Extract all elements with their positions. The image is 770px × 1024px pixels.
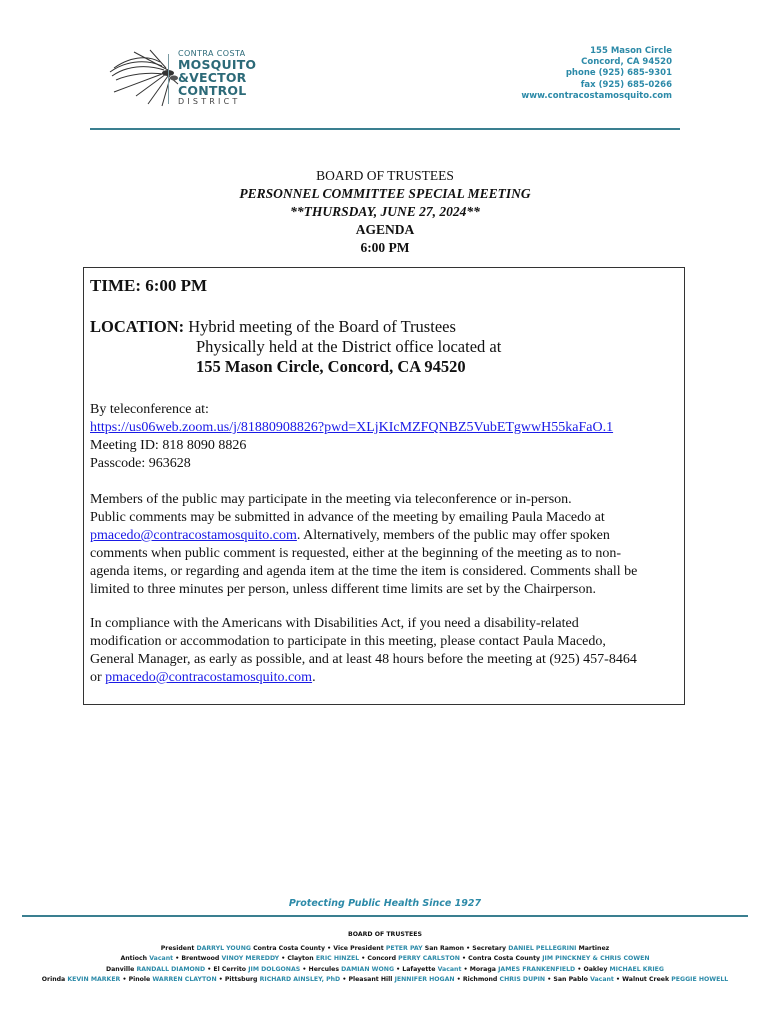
location-line: Hybrid meeting of the Board of Trustees bbox=[184, 317, 456, 336]
header-divider bbox=[90, 128, 680, 130]
trustee-name: DANIEL PELLEGRINI bbox=[508, 945, 577, 952]
trustee-location: • Brentwood bbox=[173, 955, 222, 963]
trustee-location: Orinda bbox=[41, 976, 68, 984]
trustee-name: PEGGIE HOWELL bbox=[671, 976, 729, 984]
address-line: 155 Mason Circle bbox=[590, 46, 672, 56]
logo-line: CONTRA COSTA bbox=[178, 49, 246, 58]
paragraph-line: General Manager, as early as possible, and at least 48 hours before the meeting at (925) 457-8464 bbox=[90, 652, 637, 667]
trustee-location: Contra Costa County • Vice President bbox=[250, 945, 386, 952]
trustee-location: • El Cerrito bbox=[205, 965, 249, 973]
agenda-label: AGENDA bbox=[355, 222, 415, 237]
trustee-name: JIM PINCKNEY & CHRIS COWEN bbox=[542, 955, 650, 963]
meeting-date: **THURSDAY, JUNE 27, 2024** bbox=[290, 204, 480, 219]
trustee-name: VINOY MEREDDY bbox=[221, 955, 280, 963]
trustee-location: • Pinole bbox=[120, 976, 153, 984]
paragraph-line: agenda items, or regarding and agenda item at the time the item is considered. Comments shall be bbox=[90, 564, 638, 579]
trustee-location: • Concord bbox=[359, 955, 399, 963]
passcode: Passcode: 963628 bbox=[90, 456, 191, 471]
paragraph-line: Members of the public may participate in the meeting via teleconference or in-person. bbox=[90, 492, 572, 507]
trustee-location: • Contra Costa County bbox=[459, 955, 543, 963]
paragraph-line: In compliance with the Americans with Disabilities Act, if you need a disability-related bbox=[90, 616, 579, 631]
trustee-name: PERRY CARLSTON bbox=[398, 955, 460, 963]
location-label: LOCATION: bbox=[90, 317, 185, 336]
time-line: TIME: 6:00 PM bbox=[90, 276, 208, 295]
meeting-id: Meeting ID: 818 8090 8826 bbox=[90, 438, 247, 453]
location-line: Physically held at the District office located at bbox=[196, 337, 502, 356]
roster-line bbox=[0, 944, 770, 954]
trustee-name: DAMIAN WONG bbox=[341, 965, 395, 973]
trustee-location: • Moraga bbox=[461, 965, 499, 973]
city-line: Concord, CA 94520 bbox=[581, 57, 672, 68]
logo-line: CONTROL bbox=[178, 83, 247, 98]
footer-divider bbox=[22, 915, 748, 917]
location-address: 155 Mason Circle, Concord, CA 94520 bbox=[196, 357, 466, 376]
fax-line: fax (925) 685-0266 bbox=[580, 79, 672, 90]
zoom-link[interactable]: https://us06web.zoom.us/j/81880908826?pwd=XLjKIcMZFQNBZ5VubETgwwH55kaFaO.1 bbox=[90, 420, 614, 435]
trustee-name: Vacant bbox=[437, 965, 462, 973]
trustee-location: • Pittsburg bbox=[216, 976, 260, 984]
teleconference-intro: By teleconference at: bbox=[90, 402, 209, 417]
meeting-title: PERSONNEL COMMITTEE SPECIAL MEETING bbox=[239, 186, 531, 201]
logo-line: &VECTOR bbox=[178, 70, 247, 85]
trustee-name: KEVIN MARKER bbox=[67, 976, 121, 984]
trustee-roster bbox=[0, 944, 770, 986]
paragraph-line: modification or accommodation to participate in this meeting, please contact Paula Macedo, bbox=[90, 634, 606, 649]
trustee-location: • Hercules bbox=[300, 965, 342, 973]
trustee-name: RANDALL DIAMOND bbox=[136, 965, 206, 973]
paragraph-line: comments when public comment is requested, either at the beginning of the meeting as to non- bbox=[90, 546, 622, 561]
trustee-name: RICHARD AINSLEY, PhD bbox=[259, 976, 341, 984]
logo-line: MOSQUITO bbox=[178, 57, 257, 72]
trustee-location: • Walnut Creek bbox=[613, 976, 672, 984]
trustee-location: San Ramon • Secretary bbox=[422, 945, 509, 952]
trustee-location: • Oakley bbox=[575, 965, 610, 973]
logo-divider bbox=[168, 54, 169, 104]
paragraph-line: . Alternatively, members of the public may offer spoken bbox=[296, 528, 610, 543]
website-link[interactable]: www.contracostamosquito.com bbox=[521, 90, 672, 101]
tagline: Protecting Public Health Since 1927 bbox=[288, 898, 482, 909]
email-link[interactable]: pmacedo@contracostamosquito.com bbox=[105, 670, 313, 685]
trustee-name: JENNIFER HOGAN bbox=[394, 976, 455, 984]
paragraph-end: . bbox=[312, 670, 316, 685]
contact-block bbox=[521, 46, 672, 102]
public-comment-paragraph bbox=[90, 491, 682, 599]
phone-line: phone (925) 685-9301 bbox=[565, 68, 672, 79]
paragraph-line: or bbox=[90, 670, 106, 685]
roster-line bbox=[0, 975, 770, 985]
ada-paragraph bbox=[90, 615, 682, 687]
trustee-location: • San Pablo bbox=[545, 976, 591, 984]
district-logo-text bbox=[178, 50, 256, 106]
trustee-location: • Lafayette bbox=[394, 965, 438, 973]
trustee-location: • Pleasant Hill bbox=[340, 976, 395, 984]
trustee-name: Vacant bbox=[149, 955, 174, 963]
paragraph-line: limited to three minutes per person, unless different time limits are set by the Chairperson. bbox=[90, 582, 596, 597]
trustee-name: MICHAEL KRIEG bbox=[609, 965, 664, 973]
meeting-time: 6:00 PM bbox=[360, 240, 410, 255]
trustee-name: WARREN CLAYTON bbox=[152, 976, 217, 984]
trustee-name: JIM DOLGONAS bbox=[248, 965, 301, 973]
trustee-location: Antioch bbox=[120, 955, 150, 963]
paragraph-line: Public comments may be submitted in advance of the meeting by emailing Paula Macedo at bbox=[90, 510, 605, 525]
teleconference-block bbox=[90, 401, 682, 473]
location-block bbox=[90, 317, 682, 377]
trustee-location: President bbox=[160, 945, 197, 952]
trustee-location: Martinez bbox=[576, 945, 610, 952]
roster-line bbox=[0, 965, 770, 975]
trustee-name: CHRIS DUPIN bbox=[499, 976, 546, 984]
trustee-name: Vacant bbox=[590, 976, 614, 984]
trustee-location: Danville bbox=[106, 965, 137, 973]
trustee-name: PETER PAY bbox=[385, 945, 423, 952]
board-title: BOARD OF TRUSTEES bbox=[316, 168, 454, 183]
email-link[interactable]: pmacedo@contracostamosquito.com bbox=[90, 528, 297, 543]
logo-line: DISTRICT bbox=[178, 97, 241, 106]
footer-board-heading: BOARD OF TRUSTEES bbox=[348, 931, 422, 938]
agenda-heading bbox=[0, 167, 770, 257]
trustee-name: ERIC HINZEL bbox=[315, 955, 360, 963]
trustee-name: DARRYL YOUNG bbox=[196, 945, 251, 952]
trustee-name: JAMES FRANKENFIELD bbox=[498, 965, 576, 973]
trustee-location: • Richmond bbox=[454, 976, 500, 984]
trustee-location: • Clayton bbox=[279, 955, 316, 963]
roster-line bbox=[0, 954, 770, 964]
